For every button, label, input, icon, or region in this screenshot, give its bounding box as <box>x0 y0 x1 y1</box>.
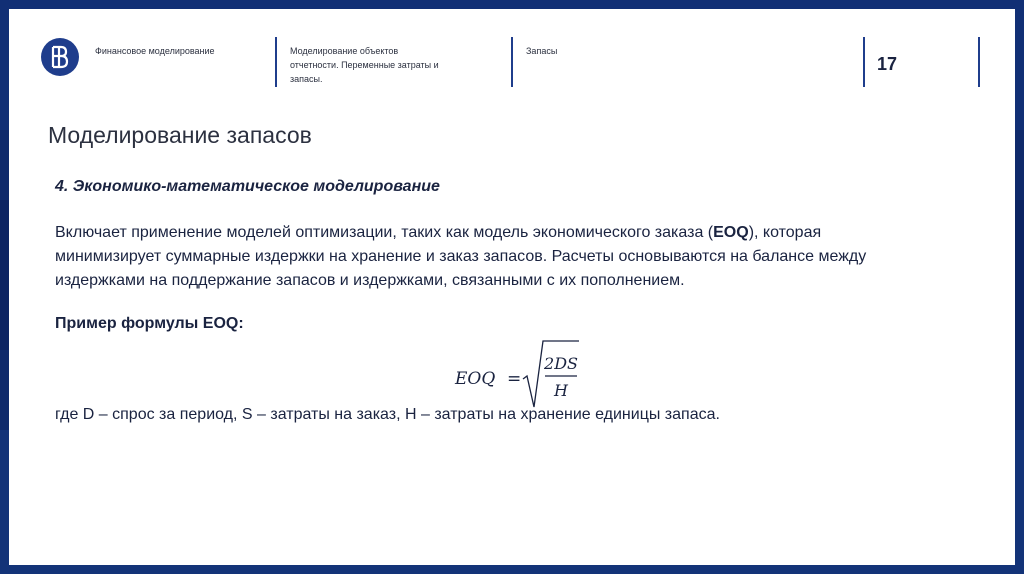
definitions-text: где D – спрос за период, S – затраты на заказ, H – затраты на хранение единицы запаса. <box>55 406 720 423</box>
course-label: Финансовое моделирование <box>95 46 215 56</box>
header-divider <box>275 37 277 87</box>
eoq-formula <box>449 339 589 415</box>
sqrt-sign <box>523 341 579 407</box>
text-run: издержками на поддержание запасов и издержками, связанными с их пополнением. <box>55 272 685 289</box>
description-paragraph <box>55 221 975 293</box>
header-divider <box>863 37 865 87</box>
formula-denominator: H <box>554 381 568 400</box>
formula-numerator: 2DS <box>544 354 578 373</box>
topic-line: отчетности. Переменные затраты и <box>290 60 439 70</box>
hse-logo-glyph <box>49 44 71 70</box>
paragraph-line <box>55 221 975 245</box>
formula-lhs: EOQ <box>455 369 496 389</box>
page-number: 17 <box>877 54 898 74</box>
header-divider <box>511 37 513 87</box>
paragraph-line <box>55 245 975 269</box>
topic-line: Моделирование объектов <box>290 46 399 56</box>
page-title: Моделирование запасов <box>48 122 312 148</box>
paragraph-line <box>55 269 975 293</box>
text-run: минимизирует суммарные издержки на хранение и заказ запасов. Расчеты основываются на балансе между <box>55 248 867 265</box>
example-label: Пример формулы EOQ: <box>55 315 244 332</box>
topic-line: запасы. <box>290 74 323 84</box>
slide <box>9 9 1015 565</box>
text-run-bold: EOQ <box>713 224 749 241</box>
hse-logo-icon <box>41 38 79 76</box>
header-divider <box>978 37 980 87</box>
section-label: Запасы <box>526 46 558 56</box>
text-run: Включает применение моделей оптимизации, таких как модель экономического заказа ( <box>55 224 714 241</box>
formula-equals: = <box>507 369 522 389</box>
section-subtitle: 4. Экономико-математическое моделирование <box>55 178 440 195</box>
topic-label <box>290 44 490 86</box>
text-run: ), которая <box>748 224 822 241</box>
